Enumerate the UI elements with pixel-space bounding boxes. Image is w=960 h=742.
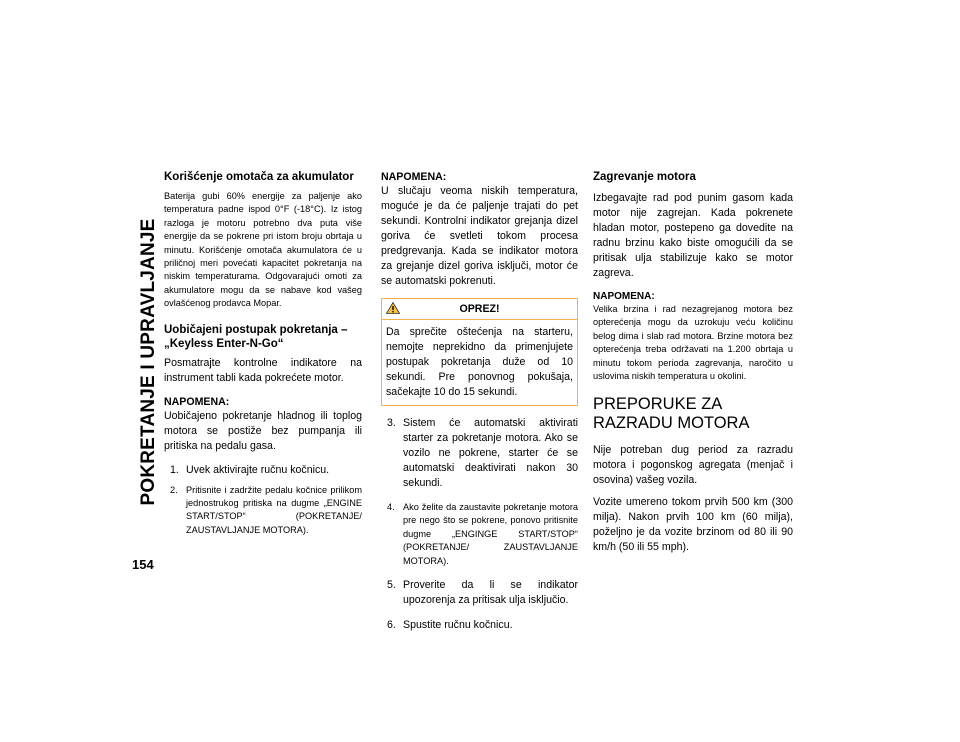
- step-number: 5.: [387, 579, 396, 592]
- caution-box: [381, 298, 578, 406]
- list-item: [381, 618, 578, 633]
- step-text: Ako želite da zaustavite pokretanje motora pre nego što se pokrene, ponovo pritisnite dugme „ENGINGE START/STOP“ (POKRETANJE/ ZAUSTAVLJANJE MOTORA).: [403, 502, 578, 566]
- step-number: 3.: [387, 417, 396, 429]
- section-heading-normal-starting: Uobičajeni postupak pokretanja – „Keyless Enter-N-Go“: [164, 323, 348, 350]
- note-label: NAPOMENA:: [164, 395, 230, 408]
- note-label: NAPOMENA:: [381, 171, 447, 183]
- step-number: 1.: [170, 463, 179, 476]
- note-label: NAPOMENA:: [593, 291, 655, 302]
- step-number: 2.: [170, 484, 178, 495]
- list-item: [164, 463, 362, 478]
- note-text: U slučaju veoma niskih temperatura, moguće je da će paljenje trajati do pet sekundi. Kontrolni indikator grejanja dizel goriva će svetleti tokom procesa predgrevanja. Kada se indikator motora za grejanje dizel goriva isključi, motor će se automatski pokrenuti.: [381, 185, 578, 287]
- step-text: Uvek aktivirajte ručnu kočnicu.: [186, 463, 330, 476]
- step-text: Pritisnite i zadržite pedalu kočnice prilikom jednostrukog pritiska na dugme „ENGINE START/STOP“ (POKRETANJE/ ZAUSTAVLJANJE MOTORA).: [186, 484, 362, 535]
- break-in-paragraph-2: Vozite umereno tokom prvih 500 km (300 milja). Nakon prvih 100 km (60 milja), poželjno je da vozite brzinom od 80 ili 90 km/h (50 ili 55 mph).: [593, 496, 793, 554]
- caution-body: [382, 320, 577, 405]
- section-heading-battery-blanket: Korišćenje omotača za akumulator: [164, 171, 354, 183]
- page-number: 154: [132, 557, 154, 572]
- caution-text: Da sprečite oštećenja na starteru, nemojte neprekidno da primenjujete postupak pokretanja duže od 10 sekundi. Pre ponovnog pokušaja, sačekajte 10 do 15 sekundi.: [386, 326, 573, 398]
- list-item: [381, 501, 578, 568]
- note-text: Velika brzina i rad nezagrejanog motora bez opterećenja mogu da uzrokuju veću količinu belog dima i slab rad motora. Brzine motora bez opterećenja treba održavati na 1.200 obrtaja u minutu tokom perioda zagrevanja, naročito u uslovima niskih temperatura u okolini.: [593, 304, 793, 382]
- section-heading-engine-warmup: Zagrevanje motora: [593, 171, 696, 183]
- warning-triangle-icon: [386, 302, 400, 314]
- normal-starting-paragraph: Posmatrajte kontrolne indikatore na instrument tabli kada pokrećete motor.: [164, 356, 362, 384]
- list-item: [164, 484, 362, 538]
- caution-title: OPREZ!: [459, 303, 500, 315]
- starting-steps-list: [164, 463, 362, 538]
- chapter-side-title: [136, 170, 162, 554]
- column-middle: [381, 170, 578, 633]
- break-in-paragraph-1: Nije potreban dug period za razradu motora i pogonskog agregata (menjač i osovina) vašeg vozila.: [593, 444, 793, 487]
- step-text: Spustite ručnu kočnicu.: [403, 619, 513, 632]
- list-item: [381, 578, 578, 608]
- list-item: [381, 416, 578, 491]
- note-text: Uobičajeno pokretanje hladnog ili toplog motora se postiže bez pumpanja ili pritiska na pedalu gasa.: [164, 409, 362, 452]
- step-text: Sistem će automatski aktivirati starter za pokretanje motora. Ako se vozilo ne pokrene, starter će se automatski deaktivirati nakon 30 sekundi.: [403, 417, 578, 489]
- chapter-side-title-text: POKRETANJE I UPRAVLJANJE: [138, 218, 159, 506]
- step-number: 4.: [387, 502, 395, 512]
- column-left: [164, 170, 362, 537]
- step-text: Proverite da li se indikator upozorenja za pritisak ulja isključio.: [403, 579, 578, 607]
- section-heading-break-in: PREPORUKE ZA RAZRADU MOTORA: [593, 395, 750, 433]
- caution-header: [382, 299, 577, 320]
- step-number: 6.: [387, 619, 396, 632]
- starting-steps-list-continued: [381, 416, 578, 633]
- column-right: [593, 170, 793, 555]
- engine-warmup-paragraph: Izbegavajte rad pod punim gasom kada motor nije zagrejan. Kada pokrenete hladan motor, postepeno ga dovedite na radnu brzinu kako biste omogućili da se pritisak ulja stabilizuje kako se motor zagreva.: [593, 192, 793, 279]
- battery-blanket-paragraph: Baterija gubi 60% energije za paljenje ako temperatura padne ispod 0°F (-18°C). Iz istog razloga je motoru potrebno dva puta više energije da se pokrene pri istom broju obrtaja u minutu. Korišćenje omotača akumulatora će u priličnoj meri povećati kapacitet pokretanja na niskim temperaturama. Odgovarajući omoti za akumulatore mogu da se nabave kod vašeg ovlašćenog prodavca Mopar.: [164, 191, 362, 309]
